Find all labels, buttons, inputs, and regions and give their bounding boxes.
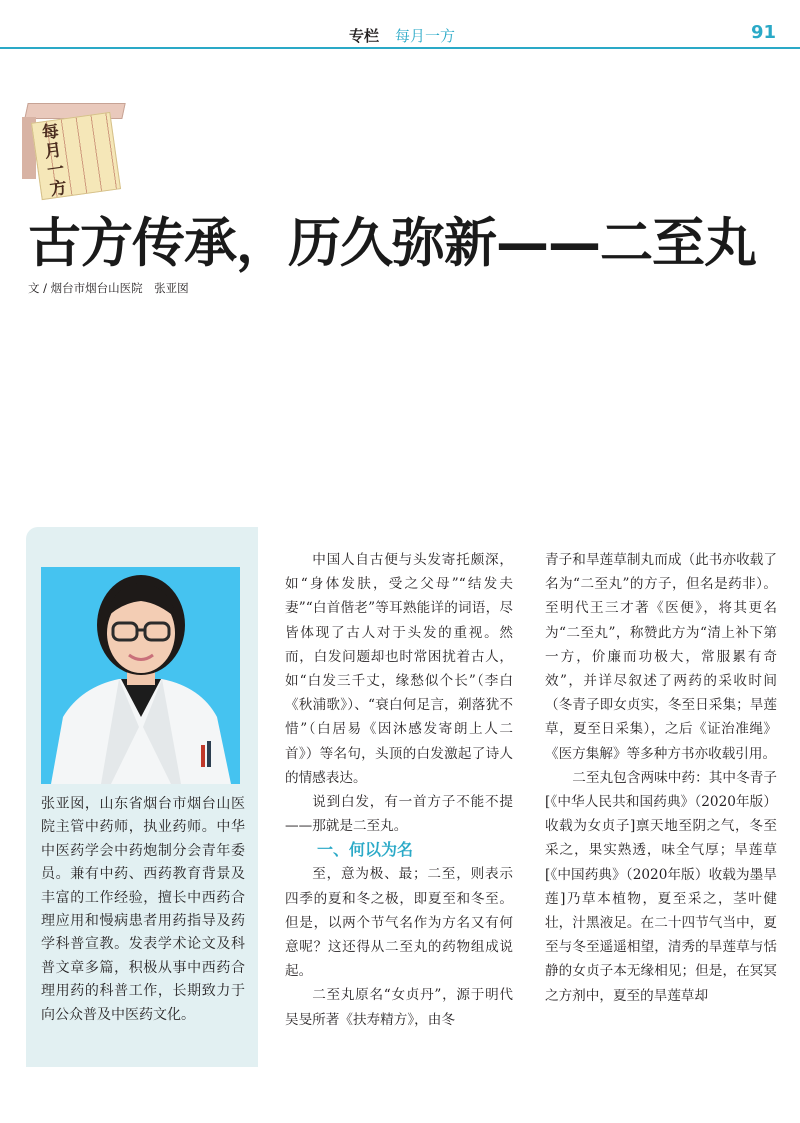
- logo-text: 每月一方: [40, 121, 69, 201]
- column-label: 专栏: [349, 27, 380, 45]
- body-paragraph: 中国人自古便与头发寄托颇深，如“身体发肤，受之父母”“结发夫妻”“白首偕老”等耳熟能详的词语，尽皆体现了古人对于头发的重视。然而，白发问题却也时常困扰着古人，如“白发三千丈，缘愁似个长”（李白《秋浦歌》）、“衰白何足言，剃落犹不惜”（白居易《因沐感发寄朗上人二首》）等名句，头顶的白发激起了诗人的情感表达。: [285, 552, 513, 786]
- body-paragraph: 二至丸原名“女贞丹”，源于明代吴旻所著《扶寿精方》，由冬: [285, 987, 513, 1028]
- body-paragraph: 说到白发，有一首方子不能不提——那就是二至丸。: [285, 794, 513, 835]
- body-paragraph: 二至丸包含两味中药：其中冬青子[《中华人民共和国药典》（2020年版）收载为女贞子]禀天地至阴之气，冬至采之，果实熟透，味全气厚；旱莲草[《中国药典》（2020年版）收载为墨旱莲]乃草本植物，夏至采之，茎叶健壮，汁黑液足。在二十四节气当中，夏至与冬至遥遥相望，清秀的旱莲草与恬静的女贞子本无缘相见；但是，在冥冥之方剂中，夏至的旱莲草却: [545, 769, 777, 1004]
- section-heading: 一、何以为名: [317, 840, 414, 860]
- article-title: 古方传承，历久弥新——二至丸: [28, 213, 756, 274]
- author-bio-text: 张亚囡，山东省烟台市烟台山医院主管中药师，执业药师。中华中医药学会中药炮制分会青年委员。兼有中药、西药教育背景及丰富的工作经验，擅长中西药合理应用和慢病患者用药指导及药学科普宣教。发表学术论文及科普文章多篇，积极从事中西药合理用药的科普工作，长期致力于向公众普及中医药文化。: [41, 796, 245, 1023]
- header-rule: [0, 47, 800, 49]
- body-column-2: [545, 548, 777, 1008]
- author-photo: [41, 567, 240, 784]
- article-byline: 文 / 烟台市烟台山医院 张亚囡: [28, 281, 189, 295]
- body-paragraph: 至，意为极、最；二至，则表示四季的夏和冬之极，即夏至和冬至。但是，以两个节气名作为方名又有何意呢？这还得从二至丸的药物组成说起。: [285, 866, 513, 980]
- column-name: 每月一方: [395, 27, 456, 45]
- author-portrait-icon: [41, 567, 240, 784]
- body-paragraph: 青子和旱莲草制丸而成（此书亦收载了名为“二至丸”的方子，但名是药非）。至明代王三才著《医便》，将其更名为“二至丸”，称赞此方为“清上补下第一方，价廉而功极大，常服累有奇效”，并详尽叙述了两药的采收时间（冬青子即女贞实，冬至日采集；旱莲草，夏至日采集），之后《证治准绳》《医方集解》等多种方书亦收载引用。: [545, 552, 777, 762]
- page-number: 91: [750, 22, 776, 43]
- body-column-1: [285, 548, 513, 1032]
- column-logo: [22, 103, 126, 199]
